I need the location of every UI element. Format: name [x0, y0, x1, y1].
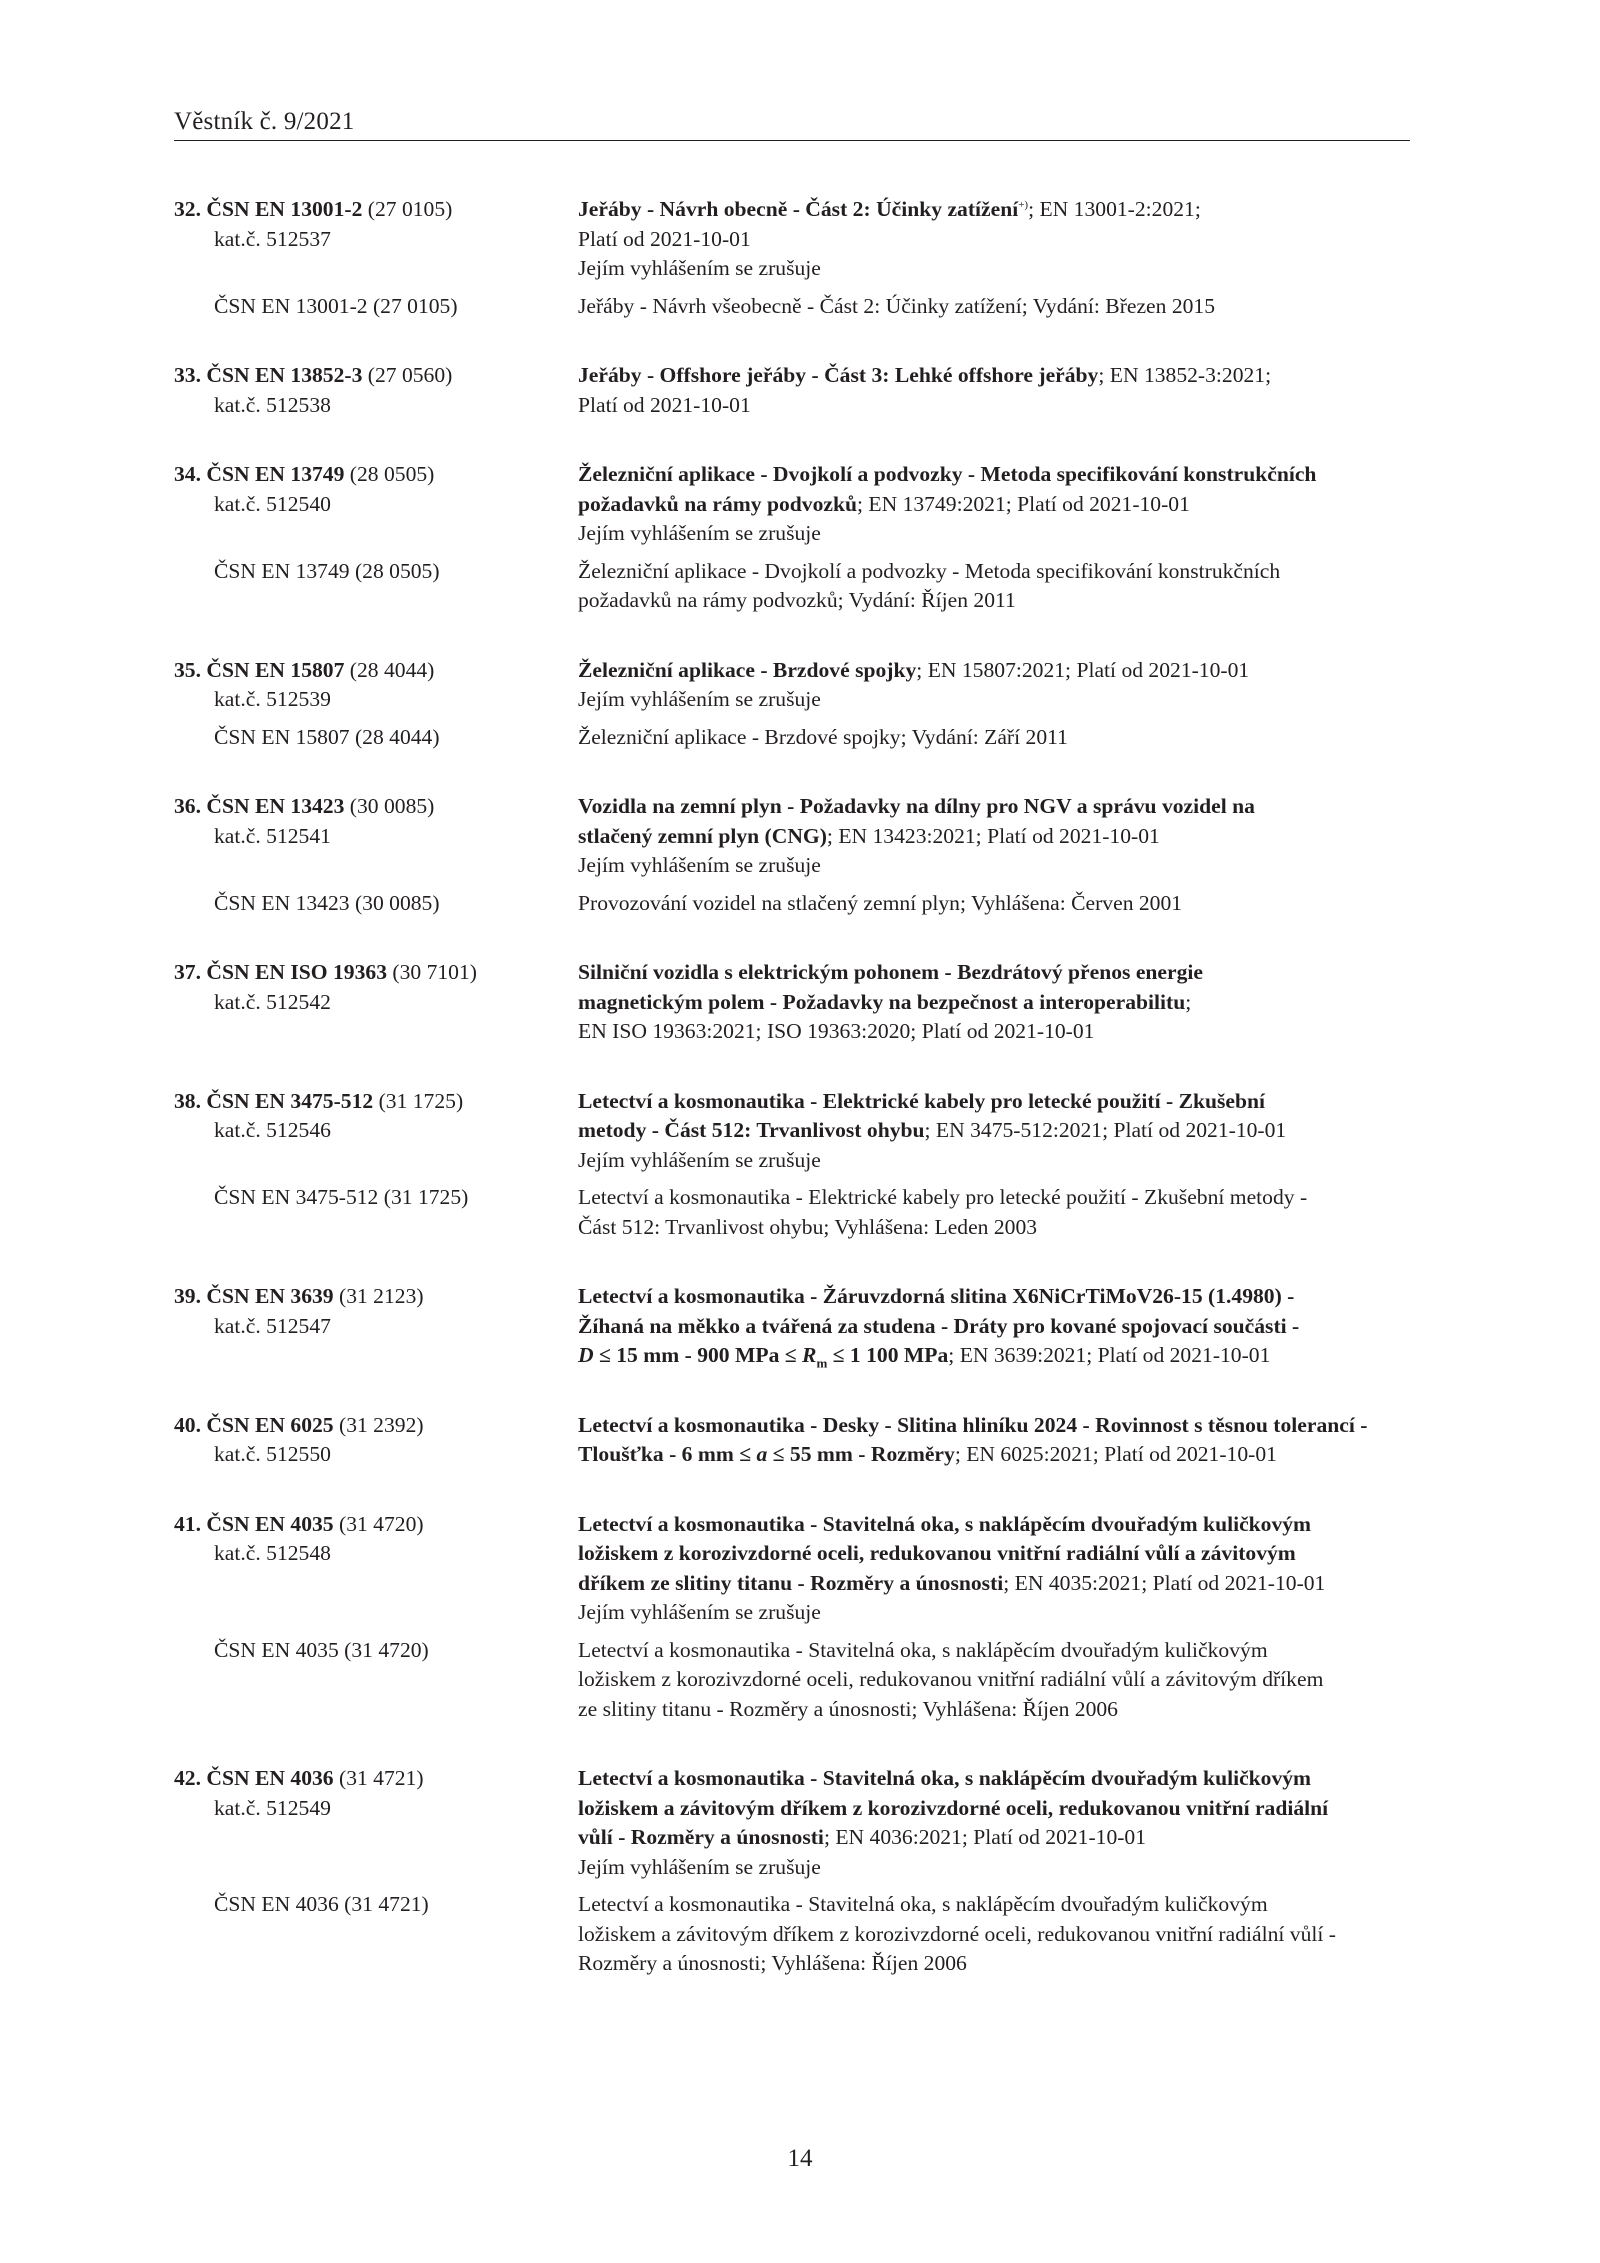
standard-entry	[174, 958, 1414, 1047]
entry-class-code: (31 2392)	[339, 1412, 424, 1437]
entry-tail: ; EN 4035:2021; Platí od 2021-10-01	[1003, 1570, 1326, 1595]
entry-replaced-row	[174, 292, 1414, 322]
entry-number: 41.	[174, 1511, 201, 1536]
replaced-standard-text	[578, 557, 1414, 616]
entry-tail: ; EN 3639:2021; Platí od 2021-10-01	[948, 1343, 1271, 1367]
entry-title-text: Letectví a kosmonautika - Elektrické kabely pro letecké použití - Zkušební	[578, 1088, 1266, 1113]
entry-title-line	[578, 195, 1414, 225]
entry-main-row	[174, 460, 1414, 549]
entry-text-column	[578, 656, 1414, 715]
entry-detail-line: Jejím vyhlášením se zrušuje	[578, 256, 821, 280]
replaced-standard-text	[578, 1183, 1414, 1242]
entry-number: 37.	[174, 960, 201, 984]
entry-csn-code: ČSN EN 3475-512	[206, 1088, 374, 1113]
entry-id-column	[174, 1764, 578, 1882]
entry-tail: ; EN 15807:2021; Platí od 2021-10-01	[916, 657, 1250, 682]
standard-entry	[174, 361, 1414, 420]
replaced-standard-text	[578, 889, 1414, 919]
entry-class-code: (31 4721)	[339, 1766, 424, 1790]
page-header	[174, 108, 1410, 141]
entry-class-code: (31 2123)	[339, 1284, 424, 1308]
replaced-line: Provozování vozidel na stlačený zemní plyn; Vyhlášena: Červen 2001	[578, 890, 1183, 915]
entry-csn-code: ČSN EN 4035	[206, 1511, 334, 1536]
entry-title-text: požadavků na rámy podvozků	[578, 491, 857, 516]
entry-title-text: ložiskem z korozivzdorné oceli, redukovanou vnitřní radiální vůlí a závitovým	[578, 1541, 1296, 1565]
standard-entry	[174, 1510, 1414, 1725]
entry-class-code: (30 0085)	[349, 794, 435, 818]
entry-title-text: magnetickým polem - Požadavky na bezpečnost a interoperabilitu	[578, 989, 1186, 1014]
entry-detail-line: Jejím vyhlášením se zrušuje	[578, 1854, 821, 1879]
entry-main-row	[174, 1764, 1414, 1882]
formula-d: D	[578, 1343, 594, 1367]
entry-catalog-number: kat.č. 512538	[214, 392, 331, 417]
page-number: 14	[787, 2145, 813, 2172]
replaced-standard-code: ČSN EN 13749 (28 0505)	[214, 558, 440, 583]
entry-title-text: Letectví a kosmonautika - Desky - Slitina hliníku 2024 - Rovinnost s těsnou tolerancí -	[578, 1412, 1368, 1437]
entry-text-column	[578, 1282, 1414, 1371]
entry-csn-code: ČSN EN 13749	[206, 462, 345, 486]
replaced-line: ložiskem a závitovým dříkem z korozivzdorné oceli, redukovanou vnitřní radiální vůlí -	[578, 1921, 1336, 1946]
entry-main-row	[174, 656, 1414, 715]
replaced-line: Železniční aplikace - Dvojkolí a podvozky - Metoda specifikování konstrukčních	[578, 558, 1281, 583]
entry-class-code: (27 0560)	[367, 363, 453, 387]
standard-entry	[174, 1282, 1414, 1371]
entry-catalog-number: kat.č. 512541	[214, 823, 331, 848]
entry-id-line	[174, 792, 578, 822]
entry-number: 36.	[174, 794, 201, 818]
entry-title-line	[578, 361, 1414, 391]
entry-formula	[578, 1442, 955, 1466]
replaced-standard-text	[578, 1890, 1414, 1979]
entry-csn-code: ČSN EN 15807	[206, 657, 345, 682]
entry-class-code: (27 0105)	[367, 197, 453, 221]
entry-id-column	[174, 1282, 578, 1371]
replaced-standard-code: ČSN EN 4035 (31 4720)	[214, 1637, 429, 1662]
entry-tail: ; EN 13749:2021; Platí od 2021-10-01	[857, 491, 1190, 516]
entry-id-column	[174, 1510, 578, 1628]
replaced-standard-code: ČSN EN 13001-2 (27 0105)	[214, 293, 458, 318]
entry-main-row	[174, 1282, 1414, 1371]
replaced-line: Letectví a kosmonautika - Stavitelná oka, s naklápěcím dvouřadým kuličkovým	[578, 1637, 1268, 1662]
entry-id-column	[174, 1411, 578, 1470]
entry-csn-code: ČSN EN 13423	[206, 794, 345, 818]
standard-entry	[174, 792, 1414, 918]
entry-catalog-number: kat.č. 512549	[214, 1795, 331, 1820]
entry-catalog-number: kat.č. 512540	[214, 491, 331, 516]
entry-title-text: Žíhaná na měkko a tvářená za studena - Dráty pro kované spojovací součásti -	[578, 1313, 1300, 1338]
replaced-line: požadavků na rámy podvozků; Vydání: Říjen 2011	[578, 588, 1016, 612]
replaced-standard-code: ČSN EN 13423 (30 0085)	[214, 890, 440, 915]
formula-part: ≤ 1 100 MPa	[827, 1343, 949, 1367]
entry-number: 38.	[174, 1088, 201, 1113]
replaced-line: ložiskem z korozivzdorné oceli, redukovanou vnitřní radiální vůlí a závitovým dříkem	[578, 1667, 1324, 1691]
formula-part: ≤ 15 mm - 900 MPa ≤	[593, 1343, 803, 1367]
entry-text-column	[578, 958, 1414, 1047]
entry-catalog-number: kat.č. 512542	[214, 989, 331, 1014]
entry-replaced-row	[174, 889, 1414, 919]
entry-title-text: vůlí - Rozměry a únosnosti	[578, 1825, 824, 1849]
formula-a: a	[756, 1442, 768, 1466]
formula-r: R	[802, 1343, 817, 1367]
entry-number: 33.	[174, 363, 201, 387]
entry-class-code: (28 4044)	[349, 657, 435, 682]
entry-id-column	[174, 958, 578, 1047]
entry-title-text: Silniční vozidla s elektrickým pohonem - Bezdrátový přenos energie	[578, 960, 1203, 984]
entry-class-code: (28 0505)	[349, 462, 435, 486]
replaced-standard-text	[578, 723, 1414, 753]
entry-formula	[578, 1343, 949, 1371]
entry-text-column	[578, 195, 1414, 284]
entry-id-line	[174, 361, 578, 391]
entry-csn-code: ČSN EN 6025	[206, 1412, 334, 1437]
entry-formula-line	[578, 1440, 1414, 1470]
entry-replaced-row	[174, 723, 1414, 753]
entry-title-line	[578, 988, 1414, 1018]
standard-entry	[174, 1411, 1414, 1470]
entry-id-line	[174, 1510, 578, 1540]
entry-text-column	[578, 1411, 1414, 1470]
standard-entry	[174, 1087, 1414, 1243]
entry-replaced-row	[174, 1183, 1414, 1242]
entry-tail: ;	[1185, 989, 1192, 1014]
entry-tail: ; EN 6025:2021; Platí od 2021-10-01	[954, 1442, 1277, 1466]
entry-tail: ; EN 13852-3:2021;	[1098, 363, 1272, 387]
entry-title-line	[578, 1539, 1414, 1569]
entry-tail: ; EN 13001-2:2021;	[1028, 197, 1201, 221]
standard-entry	[174, 1764, 1414, 1979]
entry-title-line	[578, 1087, 1414, 1117]
entry-text-column	[578, 1087, 1414, 1176]
standard-entry	[174, 656, 1414, 753]
entry-main-row	[174, 361, 1414, 420]
standards-list	[174, 195, 1414, 2019]
entry-id-column	[174, 195, 578, 284]
entry-id-column	[174, 1087, 578, 1176]
entry-title-text: Železniční aplikace - Brzdové spojky	[578, 657, 917, 682]
entry-class-code: (31 1725)	[378, 1088, 464, 1113]
entry-title-line	[578, 1823, 1414, 1853]
entry-replaced-row	[174, 1636, 1414, 1725]
entry-title-text: Jeřáby - Offshore jeřáby - Část 3: Lehké offshore jeřáby	[578, 363, 1099, 387]
entry-csn-code: ČSN EN 13001-2	[206, 197, 363, 221]
entry-class-code: (30 7101)	[392, 960, 477, 984]
replaced-line: Část 512: Trvanlivost ohybu; Vyhlášena: Leden 2003	[578, 1214, 1038, 1239]
entry-detail-line: Platí od 2021-10-01	[578, 226, 751, 251]
entry-title-text: Letectví a kosmonautika - Stavitelná oka, s naklápěcím dvouřadým kuličkovým	[578, 1766, 1312, 1790]
entry-title-line	[578, 656, 1414, 686]
entry-main-row	[174, 1087, 1414, 1176]
entry-catalog-number: kat.č. 512548	[214, 1541, 331, 1565]
entry-title-text: Jeřáby - Návrh obecně - Část 2: Účinky zatížení	[578, 197, 1019, 221]
entry-title-line	[578, 1116, 1414, 1146]
standard-entry	[174, 460, 1414, 616]
standard-entry	[174, 195, 1414, 321]
entry-detail-line: Jejím vyhlášením se zrušuje	[578, 521, 821, 545]
entry-catalog-number: kat.č. 512537	[214, 226, 331, 251]
entry-title-text: Letectví a kosmonautika - Stavitelná oka, s naklápěcím dvouřadým kuličkovým	[578, 1511, 1312, 1536]
entry-csn-code: ČSN EN 4036	[206, 1766, 334, 1790]
entry-title-mark: +)	[1018, 198, 1029, 211]
entry-text-column	[578, 792, 1414, 881]
entry-number: 40.	[174, 1412, 201, 1437]
entry-catalog-number: kat.č. 512547	[214, 1313, 331, 1338]
entry-main-row	[174, 958, 1414, 1047]
entry-detail-line: Jejím vyhlášením se zrušuje	[578, 687, 821, 711]
replaced-line: Rozměry a únosnosti; Vyhlášena: Říjen 2006	[578, 1951, 967, 1975]
entry-text-column	[578, 361, 1414, 420]
entry-title-line	[578, 822, 1414, 852]
entry-id-column	[174, 656, 578, 715]
entry-tail: ; EN 13423:2021; Platí od 2021-10-01	[826, 823, 1160, 848]
entry-id-line	[174, 656, 578, 686]
entry-tail: ; EN 3475-512:2021; Platí od 2021-10-01	[924, 1118, 1287, 1142]
entry-title-line	[578, 1312, 1414, 1342]
entry-title-line	[578, 1411, 1414, 1441]
entry-title-line	[578, 1569, 1414, 1599]
entry-number: 42.	[174, 1766, 201, 1790]
entry-id-line	[174, 1411, 578, 1441]
entry-id-line	[174, 1087, 578, 1117]
entry-title-text: Letectví a kosmonautika - Žáruvzdorná slitina X6NiCrTiMoV26-15 (1.4980) -	[578, 1284, 1295, 1308]
entry-class-code: (31 4720)	[339, 1511, 424, 1536]
entry-detail-line: Jejím vyhlášením se zrušuje	[578, 1147, 821, 1172]
entry-text-column	[578, 460, 1414, 549]
entry-number: 35.	[174, 657, 201, 682]
entry-title-text: ložiskem a závitovým dříkem z korozivzdorné oceli, redukovanou vnitřní radiální	[578, 1795, 1329, 1820]
entry-catalog-number: kat.č. 512550	[214, 1442, 331, 1466]
entry-title-line	[578, 460, 1414, 490]
entry-id-line	[174, 1764, 578, 1794]
replaced-line: Železniční aplikace - Brzdové spojky; Vydání: Září 2011	[578, 724, 1068, 749]
entry-detail-line: Jejím vyhlášením se zrušuje	[578, 853, 821, 877]
replaced-standard-text	[578, 292, 1414, 322]
replaced-line: Letectví a kosmonautika - Stavitelná oka, s naklápěcím dvouřadým kuličkovým	[578, 1892, 1268, 1916]
entry-id-line	[174, 1282, 578, 1312]
formula-part: Tloušťka - 6 mm ≤	[578, 1442, 757, 1466]
entry-text-column	[578, 1510, 1414, 1628]
entry-main-row	[174, 195, 1414, 284]
entry-main-row	[174, 792, 1414, 881]
entry-title-line	[578, 1794, 1414, 1824]
entry-title-line	[578, 1282, 1414, 1312]
entry-csn-code: ČSN EN 13852-3	[206, 363, 363, 387]
entry-id-line	[174, 195, 578, 225]
entry-catalog-number: kat.č. 512546	[214, 1118, 331, 1142]
entry-formula-line	[578, 1341, 1414, 1371]
entry-title-text: stlačený zemní plyn (CNG)	[578, 823, 827, 848]
replaced-line: ze slitiny titanu - Rozměry a únosnosti; Vyhlášena: Říjen 2006	[578, 1696, 1118, 1721]
entry-id-column	[174, 460, 578, 549]
entry-replaced-row	[174, 557, 1414, 616]
entry-csn-code: ČSN EN ISO 19363	[206, 960, 387, 984]
entry-id-column	[174, 792, 578, 881]
replaced-line: Letectví a kosmonautika - Elektrické kabely pro letecké použití - Zkušební metody -	[578, 1185, 1308, 1209]
entry-id-column	[174, 361, 578, 420]
entry-title-text: dříkem ze slitiny titanu - Rozměry a únosnosti	[578, 1570, 1004, 1595]
entry-number: 32.	[174, 197, 201, 221]
formula-part: ≤ 55 mm - Rozměry	[767, 1442, 955, 1466]
entry-replaced-row	[174, 1890, 1414, 1979]
entry-detail-line: Platí od 2021-10-01	[578, 392, 751, 417]
entry-title-line	[578, 792, 1414, 822]
entry-id-line	[174, 958, 578, 988]
replaced-standard-code: ČSN EN 15807 (28 4044)	[214, 724, 440, 749]
replaced-line: Jeřáby - Návrh všeobecně - Část 2: Účinky zatížení; Vydání: Březen 2015	[578, 293, 1216, 318]
entry-csn-code: ČSN EN 3639	[206, 1284, 334, 1308]
entry-number: 34.	[174, 462, 201, 486]
entry-detail-line: EN ISO 19363:2021; ISO 19363:2020; Platí od 2021-10-01	[578, 1019, 1095, 1043]
formula-sub: m	[816, 1355, 828, 1371]
entry-id-line	[174, 460, 578, 490]
entry-main-row	[174, 1411, 1414, 1470]
entry-number: 39.	[174, 1284, 201, 1308]
entry-title-line	[578, 1510, 1414, 1540]
entry-title-text: Vozidla na zemní plyn - Požadavky na dílny pro NGV a správu vozidel na	[578, 794, 1255, 818]
entry-title-text: Železniční aplikace - Dvojkolí a podvozky - Metoda specifikování konstrukčních	[578, 462, 1317, 486]
entry-title-line	[578, 958, 1414, 988]
entry-title-text: metody - Část 512: Trvanlivost ohybu	[578, 1118, 925, 1142]
replaced-standard-code: ČSN EN 4036 (31 4721)	[214, 1892, 429, 1916]
entry-main-row	[174, 1510, 1414, 1628]
bulletin-title: Věstník č. 9/2021	[174, 108, 355, 135]
entry-catalog-number: kat.č. 512539	[214, 687, 331, 711]
entry-text-column	[578, 1764, 1414, 1882]
entry-title-line	[578, 490, 1414, 520]
replaced-standard-code: ČSN EN 3475-512 (31 1725)	[214, 1185, 469, 1209]
entry-detail-line: Jejím vyhlášením se zrušuje	[578, 1600, 821, 1624]
entry-tail: ; EN 4036:2021; Platí od 2021-10-01	[823, 1825, 1147, 1849]
replaced-standard-text	[578, 1636, 1414, 1725]
entry-title-line	[578, 1764, 1414, 1794]
